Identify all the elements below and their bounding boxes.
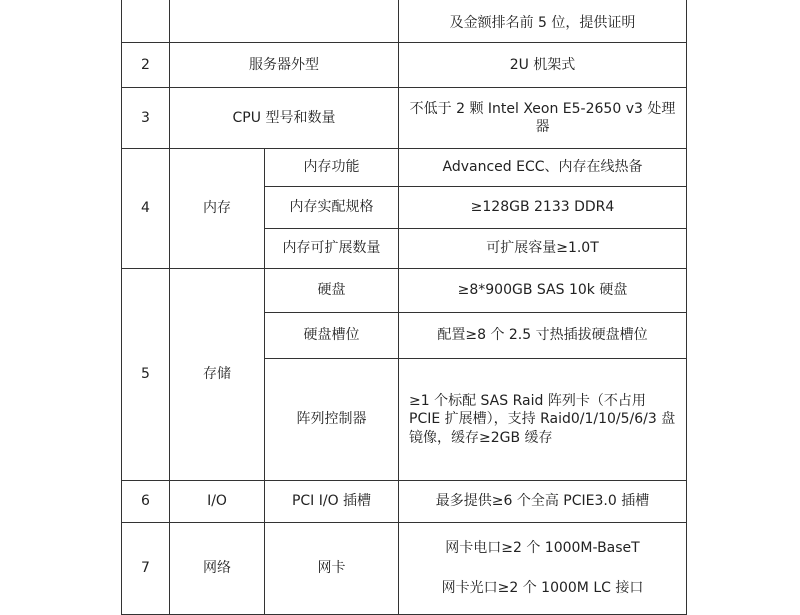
sub-item-cell: PCI I/O 插槽	[265, 481, 399, 523]
sub-item-cell: 网卡	[265, 523, 399, 615]
table-row	[122, 43, 687, 88]
spec-value-cell	[399, 523, 687, 615]
spec-value-cell: 最多提供≥6 个全高 PCIE3.0 插槽	[399, 481, 687, 523]
table-row	[122, 149, 687, 187]
spec-value-cell: 配置≥8 个 2.5 寸热插拔硬盘槽位	[399, 313, 687, 359]
spec-value-cell: ≥128GB 2133 DDR4	[399, 187, 687, 229]
item-name-cell	[170, 0, 399, 43]
spec-value-cell: 不低于 2 颗 Intel Xeon E5-2650 v3 处理器	[399, 88, 687, 149]
item-name-cell: I/O	[170, 481, 265, 523]
row-number-cell: 2	[122, 43, 170, 88]
sub-item-cell: 内存功能	[265, 149, 399, 187]
item-name-cell: 存储	[170, 269, 265, 481]
row-number-cell: 4	[122, 149, 170, 269]
spec-value-cell: 及金额排名前 5 位，提供证明	[399, 0, 687, 43]
sub-item-cell: 阵列控制器	[265, 359, 399, 481]
row-number-cell: 3	[122, 88, 170, 149]
item-name-cell: 服务器外型	[170, 43, 399, 88]
sub-item-cell: 硬盘槽位	[265, 313, 399, 359]
table-row	[122, 269, 687, 313]
item-name-cell: CPU 型号和数量	[170, 88, 399, 149]
row-number-cell: 5	[122, 269, 170, 481]
sub-item-cell: 硬盘	[265, 269, 399, 313]
row-number-cell: 7	[122, 523, 170, 615]
table-row	[122, 481, 687, 523]
spec-table	[121, 0, 687, 615]
spec-value-line: 网卡电口≥2 个 1000M-BaseT	[445, 540, 640, 557]
table-row	[122, 88, 687, 149]
spec-value-cell: Advanced ECC、内存在线热备	[399, 149, 687, 187]
table-row	[122, 0, 687, 43]
spec-value-cell: 可扩展容量≥1.0T	[399, 229, 687, 269]
item-name-cell: 内存	[170, 149, 265, 269]
spec-value-cell: ≥8*900GB SAS 10k 硬盘	[399, 269, 687, 313]
row-number-cell: 6	[122, 481, 170, 523]
spec-value-cell: 2U 机架式	[399, 43, 687, 88]
spec-value-line: 网卡光口≥2 个 1000M LC 接口	[441, 579, 644, 596]
sub-item-cell: 内存可扩展数量	[265, 229, 399, 269]
table-row	[122, 523, 687, 615]
item-name-cell: 网络	[170, 523, 265, 615]
sub-item-cell: 内存实配规格	[265, 187, 399, 229]
spec-value-cell: ≥1 个标配 SAS Raid 阵列卡（不占用 PCIE 扩展槽），支持 Raid0/1/10/5/6/3 盘镜像，缓存≥2GB 缓存	[399, 359, 687, 481]
row-number-cell	[122, 0, 170, 43]
